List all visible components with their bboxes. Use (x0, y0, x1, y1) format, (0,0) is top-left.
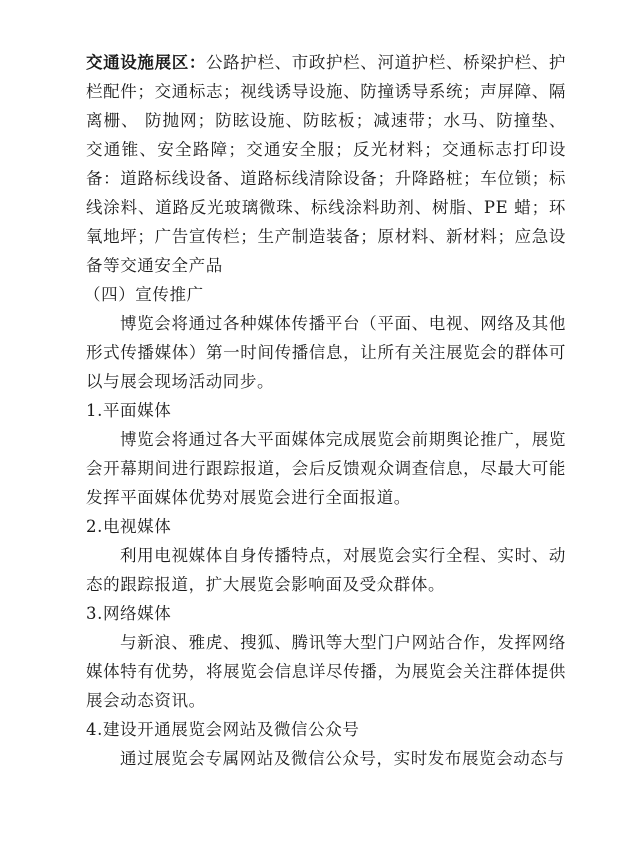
item-heading-website-wechat: 4.建设开通展览会网站及微信公众号 (86, 720, 360, 739)
exhibit-zone-paragraph (86, 48, 566, 280)
item-text-website-wechat: 通过展览会专属网站及微信公众号，实时发布展览会动态与 (120, 749, 565, 768)
item-text-print-media: 博览会将通过各大平面媒体完成展览会前期舆论推广，展览会开幕期间进行跟踪报道，会后反馈观众调查信息，尽最大可能发挥平面媒体优势对展览会进行全面报道。 (86, 430, 566, 507)
document-page (86, 48, 566, 773)
exhibit-zone-text: 公路护栏、市政护栏、河道护栏、桥梁护栏、护栏配件；交通标志；视线诱导设施、防撞诱导系统；声屏障、隔离栅、 防抛网；防眩设施、防眩板；减速带；水马、防撞垫、交通锥、安全路障；交通安全服；反光材料；交通标志打印设备：道路标线设备、道路标线清除设备；升降路桩；车位锁；标线涂料、道路反光玻璃微珠、标线涂料助剂、树脂、PE 蜡；环氧地坪；广告宣传栏；生产制造装备；原材料、新材料；应急设备等交通安全产品 (86, 53, 566, 275)
item-heading-print-media: 1.平面媒体 (86, 401, 172, 420)
section-intro-paragraph: 博览会将通过各种媒体传播平台（平面、电视、网络及其他形式传播媒体）第一时间传播信息，让所有关注展览会的群体可以与展会现场活动同步。 (86, 314, 566, 391)
item-text-web-media: 与新浪、雅虎、搜狐、腾讯等大型门户网站合作，发挥网络媒体特有优势，将展览会信息详尽传播，为展览会关注群体提供展会动态资讯。 (86, 633, 566, 710)
section-heading-publicity: （四）宣传推广 (84, 285, 204, 304)
exhibit-zone-label: 交通设施展区： (86, 53, 207, 72)
item-text-tv-media: 利用电视媒体自身传播特点，对展览会实行全程、实时、动态的跟踪报道，扩大展览会影响面及受众群体。 (86, 546, 566, 594)
item-heading-tv-media: 2.电视媒体 (86, 517, 172, 536)
item-heading-web-media: 3.网络媒体 (86, 604, 172, 623)
